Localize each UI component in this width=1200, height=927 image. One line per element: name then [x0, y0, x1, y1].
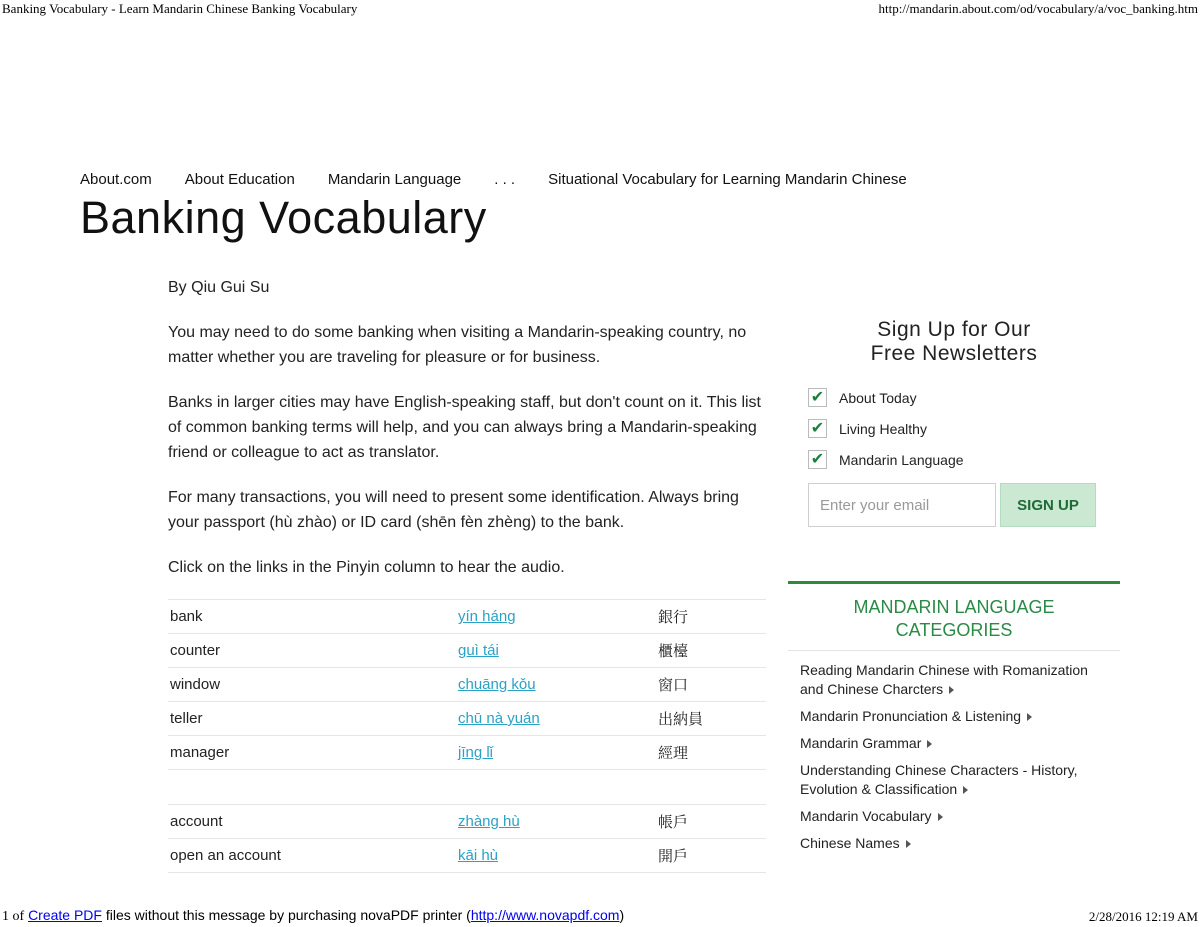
chinese-cell: 銀行: [656, 600, 766, 634]
categories-heading-line: CATEGORIES: [895, 620, 1013, 640]
categories-heading-line: MANDARIN LANGUAGE: [853, 597, 1055, 617]
page-title: Banking Vocabulary: [80, 192, 487, 243]
table-row-blank: [168, 770, 766, 805]
english-cell: bank: [168, 600, 456, 634]
email-input[interactable]: [808, 483, 996, 527]
chinese-cell: 經理: [656, 736, 766, 770]
table-row: [168, 634, 766, 668]
newsletter-title: [808, 318, 1100, 366]
breadcrumb-ellipsis[interactable]: . . .: [494, 171, 516, 188]
create-pdf-link[interactable]: Create PDF: [28, 907, 102, 923]
intro-paragraph: [168, 320, 768, 370]
table-row: [168, 600, 766, 634]
chinese-cell: [656, 770, 766, 805]
chinese-cell: 出納員: [656, 702, 766, 736]
triangle-right-icon: [927, 740, 932, 748]
english-cell: open an account: [168, 839, 456, 873]
newsletter-options: [808, 388, 1100, 469]
chinese-cell: 櫃檯: [656, 634, 766, 668]
category-link-label[interactable]: Mandarin Grammar: [800, 735, 922, 751]
chinese-cell: 帳戶: [656, 805, 766, 839]
breadcrumb-item-about[interactable]: About.com: [80, 171, 152, 188]
table-row: [168, 668, 766, 702]
category-link-label[interactable]: Mandarin Vocabulary: [800, 808, 932, 824]
table-row: [168, 839, 766, 873]
categories-panel: [788, 581, 1120, 861]
checkbox-checked-icon[interactable]: ✔: [808, 388, 827, 407]
triangle-right-icon: [1027, 713, 1032, 721]
table-row: [168, 805, 766, 839]
newsletter-title-line: Free Newsletters: [870, 342, 1038, 365]
newsletter-option-label: About Today: [839, 389, 917, 406]
triangle-right-icon: [938, 813, 943, 821]
newsletter-signup: [808, 318, 1100, 527]
chinese-cell: 窗口: [656, 668, 766, 702]
categories-heading: [788, 584, 1120, 651]
category-link[interactable]: [800, 807, 1112, 826]
page-counter: 1 of: [2, 909, 25, 924]
category-link[interactable]: [800, 734, 1112, 753]
byline[interactable]: By Qiu Gui Su: [168, 279, 270, 296]
footer-close-paren: ): [619, 907, 625, 923]
banks-paragraph: [168, 390, 768, 465]
english-cell: [168, 770, 456, 805]
print-footer: [2, 907, 624, 925]
newsletter-option-about-today[interactable]: [808, 388, 1100, 407]
breadcrumb-item-mandarin[interactable]: Mandarin Language: [327, 171, 462, 188]
newsletter-form: [808, 483, 1100, 527]
paragraph-text: You may need to do some banking when visiting a Mandarin-speaking country, no matter whether you are traveling for pleasure or for business.: [168, 324, 747, 366]
english-cell: window: [168, 668, 456, 702]
newsletter-title-line: Sign Up for Our: [877, 318, 1031, 341]
paragraph-text: Banks in larger cities may have English-speaking staff, but don't count on it. This list of common banking terms will help, and you can always bring a Mandarin-speaking friend or colleague to act as translator.: [168, 394, 761, 461]
english-cell: manager: [168, 736, 456, 770]
category-link-label[interactable]: Reading Mandarin Chinese with Romanization and Chinese Charcters: [800, 662, 1088, 697]
category-link-label[interactable]: Understanding Chinese Characters - History, Evolution & Classification: [800, 762, 1078, 797]
paragraph-text: Click on the links in the Pinyin column to hear the audio.: [168, 559, 565, 576]
english-cell: teller: [168, 702, 456, 736]
breadcrumb-item-situational[interactable]: Situational Vocabulary for Learning Mandarin Chinese: [548, 171, 907, 188]
checkbox-checked-icon[interactable]: ✔: [808, 450, 827, 469]
pinyin-audio-link[interactable]: kāi hù: [458, 847, 499, 864]
paragraph-text: For many transactions, you will need to present some identification. Always bring your passport (hù zhào) or ID card (shēn fèn zhèng) to the bank.: [168, 489, 739, 531]
print-timestamp: 2/28/2016 12:19 AM: [1088, 909, 1198, 924]
english-cell: account: [168, 805, 456, 839]
newsletter-option-living-healthy[interactable]: [808, 419, 1100, 438]
triangle-right-icon: [906, 840, 911, 848]
vocabulary-table: [168, 599, 766, 873]
category-link[interactable]: [800, 707, 1112, 726]
table-row: [168, 736, 766, 770]
category-link[interactable]: [800, 761, 1112, 799]
footer-message: files without this message by purchasing novaPDF printer (: [101, 907, 471, 923]
category-link[interactable]: [800, 661, 1112, 699]
category-link[interactable]: [800, 834, 1112, 853]
sign-up-button[interactable]: SIGN UP: [1000, 483, 1096, 527]
checkbox-checked-icon[interactable]: ✔: [808, 419, 827, 438]
pinyin-audio-link[interactable]: chuāng kǒu: [458, 676, 536, 693]
novapdf-link[interactable]: http://www.novapdf.com: [470, 907, 620, 923]
category-link-label[interactable]: Mandarin Pronunciation & Listening: [800, 708, 1022, 724]
triangle-right-icon: [963, 786, 968, 794]
breadcrumb: [80, 171, 907, 188]
pinyin-cell: [456, 770, 656, 805]
pinyin-audio-link[interactable]: yín háng: [458, 608, 516, 625]
category-link-label[interactable]: Chinese Names: [800, 835, 900, 851]
triangle-right-icon: [949, 686, 954, 694]
identification-paragraph: [168, 485, 768, 535]
newsletter-option-label: Living Healthy: [839, 420, 927, 437]
newsletter-option-label: Mandarin Language: [839, 451, 964, 468]
chinese-cell: 開戶: [656, 839, 766, 873]
breadcrumb-item-education[interactable]: About Education: [184, 171, 295, 188]
table-row: [168, 702, 766, 736]
print-header-url: http://mandarin.about.com/od/vocabulary/a/voc_banking.htm: [878, 1, 1198, 16]
newsletter-option-mandarin-language[interactable]: [808, 450, 1100, 469]
print-header-title: Banking Vocabulary - Learn Mandarin Chinese Banking Vocabulary: [2, 1, 358, 16]
pinyin-audio-link[interactable]: chū nà yuán: [458, 710, 540, 727]
categories-list: [788, 651, 1120, 853]
english-cell: counter: [168, 634, 456, 668]
pinyin-audio-link[interactable]: guì tái: [458, 642, 499, 659]
audio-instruction: [168, 555, 768, 580]
pinyin-audio-link[interactable]: zhàng hù: [458, 813, 520, 830]
pinyin-audio-link[interactable]: jīng lǐ: [458, 744, 494, 761]
